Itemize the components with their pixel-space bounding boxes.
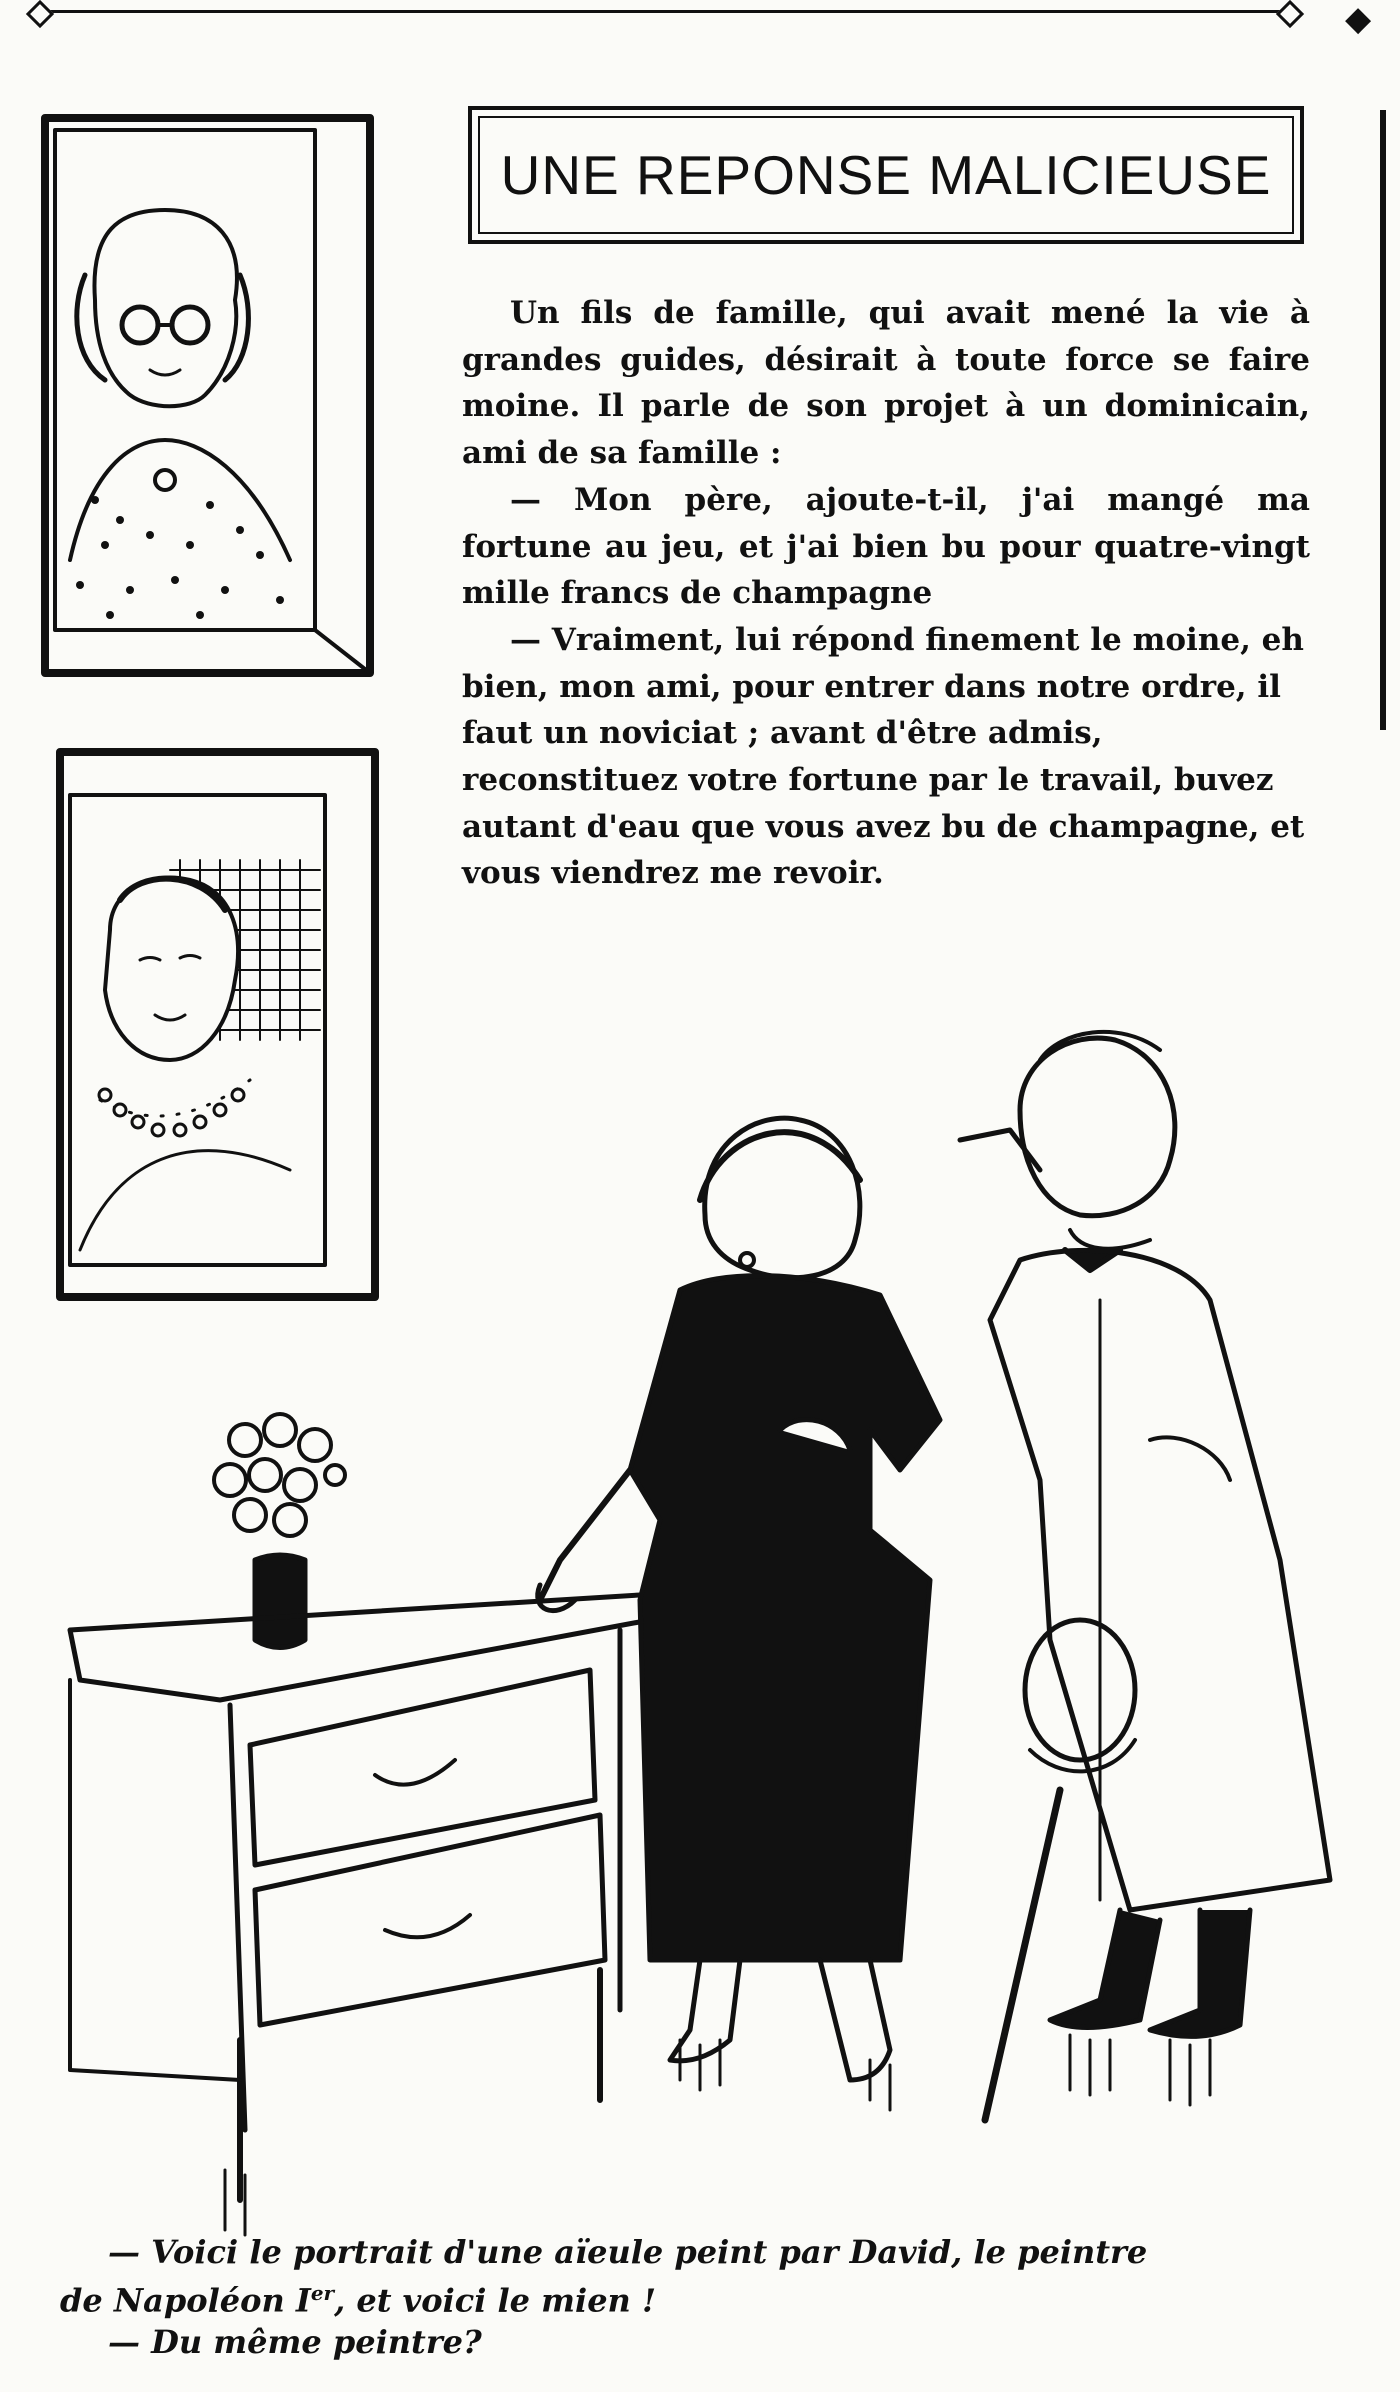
rule-left-ornament: [26, 0, 54, 28]
caption-line-3: — Du même peintre?: [108, 2322, 482, 2361]
grandmother-portrait-frame: [45, 118, 370, 673]
article-body: [462, 290, 1310, 897]
article-paragraph-1: Un fils de famille, qui avait mené la vie à grandes guides, désirait à toute force se faire moine. Il parle de son projet à un dominicain, ami de sa famille :: [462, 295, 1310, 472]
caption-line-2: [60, 2273, 1350, 2322]
caption-line-2-text: de Napoléon I: [60, 2281, 311, 2320]
article-paragraph-3: — Vraiment, lui répond finement le moine, eh bien, mon ami, pour entrer dans notre ordre, il faut un noviciat ; avant d'être admis, reconstituez votre fortune par le travail, buvez autant d'eau que vous avez bu de champagne, et vous viendrez me revoir.: [462, 621, 1305, 892]
article-title-box: [468, 106, 1304, 244]
chest-of-drawers: [70, 1595, 650, 2200]
caption-line-1: — Voici le portrait d'une aïeule peint par David, le peintre: [108, 2233, 1148, 2271]
article-title: UNE REPONSE MALICIEUSE: [478, 116, 1294, 234]
old-man-figure: [960, 1032, 1330, 2120]
second-portrait-frame: [60, 752, 375, 1297]
rule-right-ornament: [1276, 0, 1304, 28]
corner-ornament: ◆: [1345, 0, 1372, 39]
floor-hatching: [225, 2035, 1210, 2235]
caption-line-2-end: , et voici le mien !: [334, 2281, 656, 2320]
article-paragraph-2: — Mon père, ajoute-t-il, j'ai mangé ma fortune au jeu, et j'ai bien bu pour quatre-vingt mille francs de champagne: [462, 481, 1310, 612]
caption-superscript: er: [310, 2281, 335, 2305]
top-ornamental-rule: [30, 4, 1300, 18]
rule-line: [50, 10, 1280, 13]
cartoon-caption: [60, 2232, 1350, 2363]
